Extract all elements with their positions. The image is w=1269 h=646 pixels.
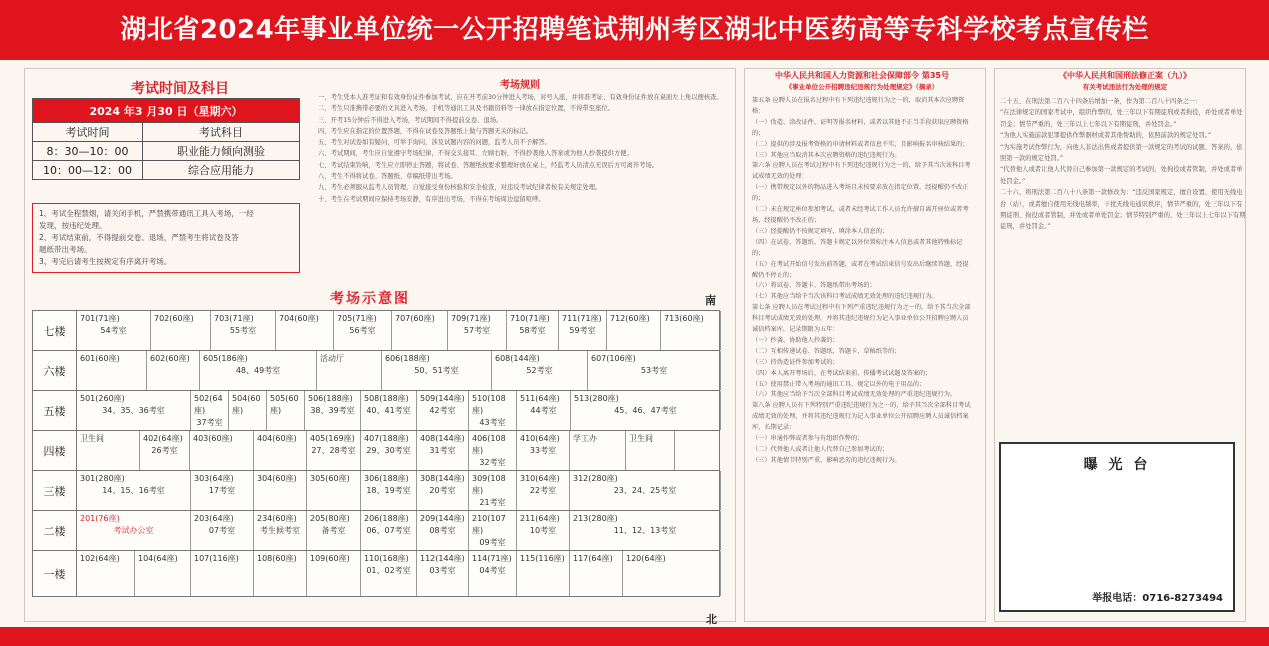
room-cell <box>305 391 361 430</box>
room-name: 405(169座) <box>310 434 355 443</box>
room-cell <box>588 351 721 390</box>
middle-paragraph: （四）在试卷、答题纸、答题卡规定以外位置标注本人信息或者其他特殊标记的； <box>752 238 963 257</box>
room-name: 108(60座) <box>257 554 297 563</box>
schedule-table <box>32 98 300 180</box>
room-exam: 55考室 <box>229 326 257 335</box>
room-name: 102(64座) <box>80 554 120 563</box>
room-name: 707(60座) <box>395 314 435 323</box>
room-exam: 58考室 <box>519 326 546 335</box>
room-name: 509(144座) <box>420 394 465 403</box>
room-cell <box>517 511 570 550</box>
floor-plan <box>32 310 720 610</box>
room-cell <box>469 551 517 596</box>
room-exam: 45、46、47考室 <box>614 406 677 415</box>
rules-text <box>318 92 728 282</box>
room-exam: 21考室 <box>479 498 506 507</box>
room-cell <box>77 471 191 510</box>
room-cell <box>570 471 721 510</box>
room-cell <box>254 471 307 510</box>
room-name: 117(64座) <box>573 554 613 563</box>
room-cell <box>147 351 200 390</box>
room-cell <box>211 311 276 350</box>
room-exam: 考生候考室 <box>260 526 300 535</box>
middle-paragraph: （七）其他应当给予当次该科目考试成绩无效处理的违纪违规行为。 <box>752 293 938 301</box>
rules-title: 考场规则 <box>500 80 540 91</box>
room-name: 502(64座) <box>194 394 223 415</box>
room-name: 301(280座) <box>80 474 125 483</box>
report-hotline: 举报电话：0716-8273494 <box>1092 593 1223 604</box>
room-name: 308(144座) <box>420 474 465 483</box>
floor-row <box>32 310 720 351</box>
room-cell <box>307 431 361 470</box>
room-cell <box>417 391 469 430</box>
room-name: 605(186座) <box>203 354 248 363</box>
room-name: 304(60座) <box>257 474 297 483</box>
schedule-date: 2024 年3 月30 日（星期六） <box>33 99 300 123</box>
room-cell <box>77 391 191 430</box>
room-name: 710(71座) <box>510 314 550 323</box>
middle-subtitle: 《事业单位公开招聘违纪违规行为处理规定》（摘录） <box>785 83 939 91</box>
room-name: 505(60座) <box>270 394 299 415</box>
room-exam: 33考室 <box>529 446 557 455</box>
floor-row <box>32 471 720 511</box>
room-cell <box>417 471 469 510</box>
room-cell <box>307 511 361 550</box>
room-exam: 考试办公室 <box>113 526 154 535</box>
room-cell <box>77 311 151 350</box>
middle-paragraph: （一）伪造、涂改证件、证明等报名材料，或者以其他不正当手段获取应聘资格的； <box>752 118 969 137</box>
middle-paragraph: （三）经提醒仍不按规定填写、填涂本人信息的； <box>752 227 889 235</box>
room-cell <box>661 311 721 350</box>
room-cell <box>361 391 417 430</box>
room-name: 120(64座) <box>626 554 666 563</box>
room-cell <box>151 311 211 350</box>
room-name: 709(71座) <box>451 314 491 323</box>
room-exam: 56考室 <box>349 326 376 335</box>
room-name: 504(60座) <box>232 394 261 415</box>
room-cell <box>517 391 571 430</box>
room-name: 705(71座) <box>337 314 377 323</box>
room-exam: 22考室 <box>529 486 557 495</box>
room-name: 403(60座) <box>193 434 233 443</box>
room-cell <box>517 431 570 470</box>
room-name: 711(71座) <box>562 314 602 323</box>
middle-paragraph: （二）代替他人或者让他人代替自己参加考试的； <box>752 446 889 453</box>
room-name: 115(116座) <box>520 554 565 563</box>
room-name: 601(60座) <box>80 354 120 363</box>
room-name: 511(64座) <box>520 394 560 403</box>
room-exam: 09考室 <box>479 538 506 547</box>
middle-paragraph: （一）串通作弊或者参与有组织作弊的； <box>752 435 864 443</box>
note-line: 发现，按违纪处理。 <box>39 221 107 230</box>
rule-paragraph: 一、考生凭本人准考证和有效身份证件参加考试，应在开考前30分钟进入考场，对号入座，并将准考证、有效身份证件放在桌面左上角以便核查。 <box>318 94 723 101</box>
room-exam: 17考室 <box>208 486 236 495</box>
middle-paragraph: （三）持伪造证件参加考试的； <box>752 358 839 366</box>
room-cell <box>570 431 626 470</box>
room-name: 114(71座) <box>472 554 512 563</box>
room-cell <box>417 511 469 550</box>
map-title: 考场示意图 <box>330 291 410 307</box>
rule-paragraph: 六、考试期间，考生应自觉遵守考场纪律，不得交头接耳、左顾右盼，不得抄袭他人答案或为他人抄袭提供方便。 <box>318 150 633 158</box>
floor-label: 六楼 <box>33 351 77 390</box>
room-cell <box>267 391 305 430</box>
room-cell <box>469 471 517 510</box>
floor-label: 七楼 <box>33 311 77 350</box>
room-name: 506(188座) <box>308 394 353 403</box>
room-name: 602(60座) <box>150 354 190 363</box>
right-paragraph: “为实施考试作弊行为，向他人非法出售或者提供第一款规定的考试的试题、答案的，依照第一款的规定处罚。” <box>1000 143 1243 163</box>
middle-paragraph: （一）抄袭、协助他人抄袭的； <box>752 336 839 344</box>
exam-notes <box>32 203 300 273</box>
north-label: 北 <box>706 613 717 626</box>
room-cell <box>392 311 448 350</box>
middle-paragraph: 第六条 应聘人员在考试过程中有下列违纪违规行为之一的，给予其当次该科目考试成绩无效的处理： <box>752 162 971 181</box>
room-cell <box>361 551 417 596</box>
room-name: 704(60座) <box>279 314 319 323</box>
room-name: 510(108座) <box>472 394 506 415</box>
room-name: 卫生间 <box>80 434 104 443</box>
room-cell <box>77 511 191 550</box>
room-exam: 57考室 <box>463 326 491 335</box>
room-exam: 08考室 <box>429 526 456 535</box>
room-exam: 11、12、13考室 <box>613 526 677 535</box>
room-name: 213(280座) <box>573 514 618 523</box>
room-name: 408(144座) <box>420 434 465 443</box>
room-exam: 44考室 <box>530 406 557 415</box>
room-exam: 23、24、25考室 <box>613 486 677 495</box>
middle-paragraph: （二）提供的涉及报考资格的申请材料或者信息不实，且影响报名审核结果的； <box>752 140 969 148</box>
room-cell <box>623 551 721 596</box>
banner-title: 湖北省2024年事业单位统一公开招聘笔试荆州考区湖北中医药高等专科学校考点宣传栏 <box>0 0 1269 60</box>
middle-paragraph: （五）在考试开始信号发出前答题，或者在考试结束信号发出后继续答题，经提醒仍不停止的； <box>752 260 969 279</box>
room-cell <box>559 311 607 350</box>
room-exam: 50、51考室 <box>414 366 459 375</box>
room-cell <box>276 311 334 350</box>
room-cell <box>469 431 517 470</box>
exposure-title: 曝 光 台 <box>1083 457 1151 473</box>
room-cell <box>191 511 254 550</box>
room-name: 306(188座) <box>364 474 409 483</box>
room-cell <box>417 431 469 470</box>
room-exam: 10考室 <box>529 526 557 535</box>
room-name: 209(144座) <box>420 514 465 523</box>
floor-row <box>32 511 720 551</box>
room-exam: 32考室 <box>479 458 506 467</box>
middle-paragraph: （二）互相传递试卷、答题纸、答题卡、草稿纸等的； <box>752 347 901 355</box>
rule-paragraph: 八、考生不得将试卷、答题纸、草稿纸带出考场。 <box>318 173 457 181</box>
footer-bar <box>0 627 1269 646</box>
room-name: 402(64座) <box>143 434 183 443</box>
room-exam: 26考室 <box>151 446 178 455</box>
floor-row <box>32 551 720 597</box>
floor-row <box>32 351 720 391</box>
room-name: 学工办 <box>573 434 597 443</box>
room-exam: 37考室 <box>196 418 223 427</box>
note-line: 1、考试全程禁烟，请关闭手机，严禁携带通讯工具入考场，一经 <box>39 209 254 218</box>
room-cell <box>570 511 721 550</box>
room-name: 513(280座) <box>574 394 619 403</box>
room-cell <box>254 431 307 470</box>
room-cell <box>77 431 140 470</box>
middle-text <box>752 96 974 621</box>
floor-row <box>32 391 720 431</box>
room-exam: 备考室 <box>321 526 346 535</box>
room-cell <box>140 431 190 470</box>
middle-paragraph: 第八条 应聘人员有下列特别严重违纪违规行为之一的，给予其当次全部科目考试成绩无效的处理，并将其违纪违规行为记入事业单位公开招聘应聘人员诚信档案库，长期记录： <box>752 402 971 432</box>
room-name: 702(60座) <box>154 314 194 323</box>
schedule-time: 8：30—10：00 <box>33 142 143 161</box>
room-cell <box>334 311 392 350</box>
schedule-col-time: 考试时间 <box>33 123 143 142</box>
right-paragraph: 二十五、在刑法第二百八十四条后增加一条，作为第二百八十四条之一： <box>1000 98 1202 105</box>
room-name: 606(188座) <box>385 354 430 363</box>
right-paragraph: “为他人实施前款犯罪提供作弊器材或者其他帮助的，依照前款的规定处罚。” <box>1000 132 1212 140</box>
room-exam: 42考室 <box>429 406 456 415</box>
room-cell <box>317 351 382 390</box>
room-cell <box>254 551 307 596</box>
rule-paragraph: 九、考生必须服从监考人员管理，自觉接受身份核验和安全检查，对违反考试纪律者按有关规定处理。 <box>318 184 602 192</box>
rule-paragraph: 十、考生在考试期间应保持考场安静，有序进出考场，不得在考场周边逗留喧哗。 <box>318 195 545 203</box>
room-exam: 31考室 <box>429 446 456 455</box>
middle-paragraph: （三）其他情节特别严重、影响恶劣的违纪违规行为。 <box>752 456 901 464</box>
middle-paragraph: （三）其他应当取消其本次应聘资格的违纪违规行为。 <box>752 151 901 159</box>
middle-title: 中华人民共和国人力资源和社会保障部令 第35号 <box>775 71 949 80</box>
room-name: 203(64座) <box>194 514 234 523</box>
room-name: 310(64座) <box>520 474 560 483</box>
room-cell <box>191 551 254 596</box>
room-name: 211(64座) <box>520 514 560 523</box>
schedule-subject: 综合应用能力 <box>143 161 300 180</box>
middle-paragraph: （五）使用禁止带入考场的通讯工具、规定以外的电子用品的； <box>752 380 926 388</box>
schedule-time: 10：00—12：00 <box>33 161 143 180</box>
room-cell <box>307 471 361 510</box>
middle-paragraph: （六）其他应当给予当次全部科目考试成绩无效处理的严重违纪违规行为。 <box>752 391 957 399</box>
room-exam: 54考室 <box>100 326 127 335</box>
rule-paragraph: 二、考生只准携带必要的文具进入考场，手机等通讯工具及书籍资料等一律放在指定位置，不得带至座位。 <box>318 105 614 113</box>
middle-paragraph: 第七条 应聘人员在考试过程中有下列严重违纪违规行为之一的，给予其当次全部科目考试成绩无效的处理，并将其违纪违规行为记入事业单位公开招聘应聘人员诚信档案库，记录期限为五年： <box>752 304 971 334</box>
right-paragraph: “在法律规定的国家考试中，组织作弊的，处三年以下有期徒刑或者拘役，并处或者单处罚金；情节严重的，处三年以上七年以下有期徒刑，并处罚金。” <box>1000 109 1243 128</box>
room-exam: 48、49考室 <box>235 366 281 375</box>
room-exam: 20考室 <box>429 486 456 495</box>
room-exam: 34、35、36考室 <box>102 406 165 415</box>
room-exam: 38、39考室 <box>310 406 355 415</box>
room-cell <box>570 551 623 596</box>
room-name: 410(64座) <box>520 434 560 443</box>
room-cell <box>307 551 361 596</box>
room-cell <box>382 351 492 390</box>
room-exam: 53考室 <box>640 366 668 375</box>
middle-paragraph: （一）携带规定以外的物品进入考场且未按要求放在指定位置，经提醒仍不改正的； <box>752 184 969 203</box>
room-exam: 06、07考室 <box>366 526 411 535</box>
room-name: 607(106座) <box>591 354 636 363</box>
room-exam: 40、41考室 <box>366 406 411 415</box>
room-exam: 59考室 <box>569 326 596 335</box>
room-name: 活动厅 <box>320 354 344 363</box>
right-paragraph: “代替他人或者让他人代替自己参加第一款规定的考试的，处拘役或者管制，并处或者单处罚金。” <box>1000 166 1243 185</box>
room-cell <box>135 551 191 596</box>
room-name: 703(71座) <box>214 314 254 323</box>
note-line: 3、考完后请考生按规定有序离开考场。 <box>39 257 172 266</box>
room-cell <box>571 391 721 430</box>
room-cell <box>469 391 517 430</box>
floor-label: 二楼 <box>33 511 77 550</box>
schedule-col-subject: 考试科目 <box>143 123 300 142</box>
room-cell <box>190 431 254 470</box>
room-cell <box>361 471 417 510</box>
room-exam: 14、15、16考室 <box>102 486 165 495</box>
room-cell <box>492 351 588 390</box>
room-cell <box>448 311 507 350</box>
floor-row <box>32 431 720 471</box>
room-name: 305(60座) <box>310 474 350 483</box>
room-name: 112(144座) <box>420 554 465 563</box>
south-label: 南 <box>705 294 716 307</box>
room-name: 406(108座) <box>472 434 506 455</box>
room-name: 701(71座) <box>80 314 120 323</box>
middle-paragraph: 第五条 应聘人员在报名过程中有下列违纪违规行为之一的，取消其本次应聘资格： <box>752 97 965 115</box>
room-name: 303(64座) <box>194 474 234 483</box>
room-name: 107(116座) <box>194 554 239 563</box>
room-cell <box>517 471 570 510</box>
room-name: 608(144座) <box>495 354 540 363</box>
room-name: 234(60座) <box>257 514 297 523</box>
floor-label: 五楼 <box>33 391 77 430</box>
room-cell <box>361 431 417 470</box>
room-cell <box>191 471 254 510</box>
rule-paragraph: 五、考生对试卷如有疑问，可举手询问，涉及试题内容的问题，监考人员不予解答。 <box>318 139 551 147</box>
room-cell <box>469 511 517 550</box>
room-cell <box>507 311 559 350</box>
room-name: 501(260座) <box>80 394 125 403</box>
room-name: 110(168座) <box>364 554 409 563</box>
note-line: 2、考试结束前，不得提前交卷、退场，严禁考生将试卷及答 <box>39 233 239 242</box>
note-line: 题纸带出考场。 <box>39 245 92 254</box>
room-name: 210(107座) <box>472 514 506 535</box>
room-cell <box>200 351 317 390</box>
room-cell <box>517 551 570 596</box>
right-text <box>1000 96 1246 436</box>
room-cell <box>417 551 469 596</box>
schedule-title: 考试时间及科目 <box>131 81 229 97</box>
room-exam: 27、28考室 <box>311 446 356 455</box>
room-cell <box>77 351 147 390</box>
room-name: 712(60座) <box>610 314 650 323</box>
room-name: 312(280座) <box>573 474 618 483</box>
room-exam: 29、30考室 <box>366 446 411 455</box>
middle-paragraph: （二）未在规定座位参加考试，或者未经考试工作人员允许擅自离开座位或者考场，经提醒仍不改正的； <box>752 206 969 224</box>
room-exam: 07考室 <box>208 526 236 535</box>
room-name: 卫生间 <box>629 434 653 443</box>
room-exam: 52考室 <box>526 366 553 375</box>
room-cell <box>361 511 417 550</box>
room-cell <box>607 311 661 350</box>
room-name: 404(60座) <box>257 434 297 443</box>
floor-label: 三楼 <box>33 471 77 510</box>
room-exam: 04考室 <box>479 566 506 575</box>
room-name: 206(188座) <box>364 514 409 523</box>
room-exam: 43考室 <box>479 418 506 427</box>
schedule-subject: 职业能力倾向测验 <box>143 142 300 161</box>
room-cell <box>77 551 135 596</box>
middle-paragraph: （四）本人离开考场后，在考试结束前，传播考试试题及答案的； <box>752 369 932 377</box>
room-cell <box>229 391 267 430</box>
exposure-board <box>999 442 1235 612</box>
room-name: 104(64座) <box>138 554 178 563</box>
rule-paragraph: 四、考生应在指定的位置答题，不得在试卷及答题纸上做与答题无关的标记。 <box>318 127 533 135</box>
room-cell <box>254 511 307 550</box>
right-title: 《中华人民共和国刑法修正案（九）》 <box>1059 71 1191 80</box>
room-name: 713(60座) <box>664 314 704 323</box>
room-name: 205(80座) <box>310 514 350 523</box>
room-cell <box>191 391 229 430</box>
floor-label: 四楼 <box>33 431 77 470</box>
room-name: 407(188座) <box>364 434 409 443</box>
floor-label: 一楼 <box>33 551 77 596</box>
rule-paragraph: 三、开考15分钟后不得进入考场，考试期间不得提前交卷、退场。 <box>318 116 503 124</box>
room-name: 109(60座) <box>310 554 350 563</box>
room-exam: 03考室 <box>429 566 456 575</box>
room-exam: 01、02考室 <box>366 566 411 575</box>
room-name: 508(188座) <box>364 394 409 403</box>
right-paragraph: 二十六、将刑法第二百八十八条第一款修改为：“违反国家规定，擅自设置、使用无线电台（站），或者擅自使用无线电频率，干扰无线电通讯秩序，情节严重的，处三年以下有期徒刑、拘役或者管制，并处或者单处罚金；情节特别严重的，处三年以上七年以下有期徒刑，并处罚金。” <box>1000 189 1246 231</box>
room-name: 309(108座) <box>472 474 506 495</box>
right-subtitle: 有关考试违法行为处理的规定 <box>1082 83 1168 91</box>
room-exam: 18、19考室 <box>366 486 411 495</box>
room-cell <box>626 431 675 470</box>
room-name: 201(76座) <box>80 514 120 523</box>
rule-paragraph: 七、考试结束铃响，考生应立即停止答题，将试卷、答题纸按要求整理好放在桌上，经监考人员清点无误后方可离开考场。 <box>318 161 659 169</box>
middle-paragraph: （六）将试卷、答题卡、答题纸带出考场的； <box>752 282 876 290</box>
